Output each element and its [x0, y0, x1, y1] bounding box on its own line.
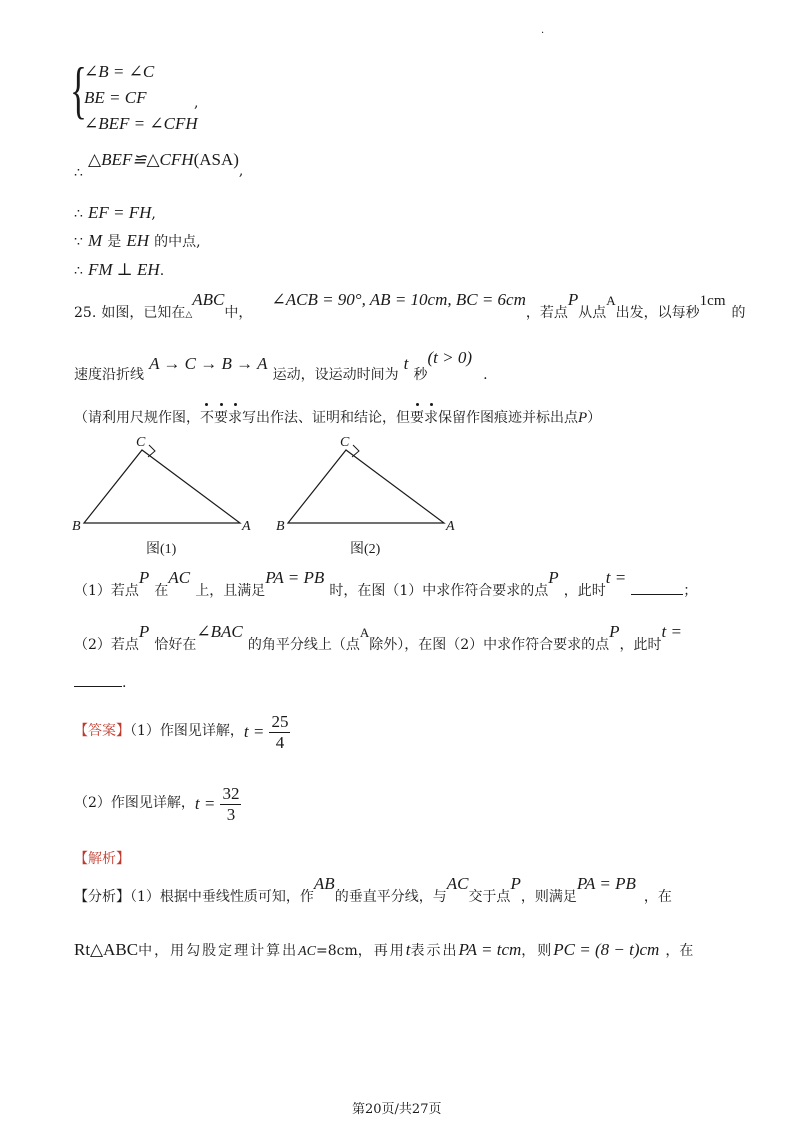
note-text: 保留作图痕迹并标出点: [438, 410, 578, 426]
analysis-text: 的垂直平分线，与: [334, 889, 447, 905]
analysis-text: ，则: [521, 943, 554, 959]
emphasis-dot: [220, 403, 223, 406]
point-m: M: [88, 231, 103, 250]
analysis-text: 交于点: [468, 889, 511, 905]
system-line-1: ∠B = ∠C: [84, 62, 155, 81]
question-25-line-2: [74, 348, 488, 383]
numerator: 32: [222, 784, 240, 803]
system-line-3: ∠BEF = ∠CFH: [84, 114, 198, 133]
triangle-outline: [84, 450, 240, 523]
therefore-symbol: ∴: [74, 263, 83, 279]
part-text: ，此时: [563, 583, 606, 599]
time-variable: t: [405, 940, 411, 959]
part-text: .: [122, 675, 127, 691]
denominator: 4: [275, 733, 285, 752]
question-text: ，若点: [525, 305, 568, 321]
page-footer: 第20页/共27页: [352, 1102, 442, 1117]
pa-equals-pb: PA = PB: [576, 874, 636, 893]
part-text: 上，且满足: [195, 583, 266, 599]
part-text: 在: [154, 583, 169, 599]
note-emphasis-text: 不要求: [200, 410, 242, 426]
part-text: ；: [683, 583, 698, 599]
analysis-text: =8cm: [315, 943, 358, 959]
vertex-b-label: B: [72, 519, 81, 534]
note-text: （请利用尺规作图，: [74, 410, 200, 426]
part-text: 时，在图（1）中求作符合要求的点: [329, 583, 549, 599]
given-conditions: ∠ACB = 90°, AB = 10cm, BC = 6cm: [271, 290, 526, 309]
vertex-b-label: B: [276, 519, 285, 534]
denominator: 3: [226, 805, 236, 824]
question-text: 从点: [578, 305, 607, 321]
analysis-text: ，在: [643, 889, 672, 905]
point-p: P: [609, 622, 620, 641]
therefore-symbol: ∴: [74, 206, 83, 222]
system-comma: ,: [194, 95, 199, 111]
emphasis-dot: [205, 403, 208, 406]
analysis-text: 表示出: [410, 943, 459, 959]
question-text: 运动，设运动时间为: [272, 367, 399, 383]
vertex-a-label: A: [242, 519, 251, 534]
emphasis-dot: [430, 403, 433, 406]
proof-line-congruent: [74, 150, 244, 181]
analysis-line-1: [74, 874, 672, 905]
point-p: P: [138, 568, 150, 587]
pc-expression: PC = (8 − t)cm: [553, 940, 660, 959]
vertex-c-label: C: [136, 435, 146, 450]
answer-label: 【答案】: [74, 723, 130, 739]
segment-ab: AB: [313, 874, 335, 893]
triangle-outline: [288, 450, 444, 523]
question-text: 中，: [224, 305, 253, 321]
answer-text: （2）作图见详解，: [74, 795, 195, 811]
part-text: （1）若点: [74, 583, 139, 599]
question-number: 25.: [74, 305, 97, 321]
pa-equals-pb: PA = PB: [265, 568, 325, 587]
because-symbol: ∵: [74, 234, 83, 250]
point-a: A: [359, 625, 370, 640]
fraction-32-3: [220, 784, 241, 825]
vertex-a-label: A: [446, 519, 455, 534]
is-text: 是: [107, 234, 122, 250]
question-text: 如图，已知在: [101, 305, 186, 321]
question-text: .: [483, 367, 488, 383]
emphasis-dot: [416, 403, 419, 406]
part-text: （2）若点: [74, 637, 139, 653]
part-text: ，此时: [619, 637, 662, 653]
t-equals: t =: [661, 622, 682, 641]
numerator: 25: [271, 712, 289, 731]
analysis-label: 【解析】: [74, 851, 130, 867]
proof-comma: ,: [238, 163, 244, 179]
note-text: 写出作法、证明和结论，但: [242, 410, 410, 426]
part-text: 的角平分线上（点: [247, 637, 360, 653]
therefore-symbol: ∴: [74, 165, 83, 181]
angle-bac: ∠BAC: [196, 622, 243, 641]
analysis-text: ，再用: [357, 943, 406, 959]
point-p: P: [138, 622, 150, 641]
t-equals: t =: [605, 568, 627, 587]
answer-line-1: [74, 712, 290, 753]
question-text: 速度沿折线: [74, 367, 144, 383]
answer-blank-2[interactable]: [74, 686, 122, 687]
proof-line-midpoint: [74, 231, 201, 251]
note-text: ）: [587, 410, 602, 426]
triangle-abc: ABC: [192, 290, 225, 309]
part-1-question: [74, 568, 698, 599]
pa-equals-tcm: PA = tcm: [458, 940, 522, 959]
point-p: P: [567, 290, 579, 309]
answer-text: （1）作图见详解，: [130, 723, 244, 739]
point-p: P: [578, 410, 588, 426]
ef-equals-fh: EF = FH: [88, 203, 152, 222]
figure-1-triangle: [72, 435, 251, 557]
segment-ac: AC: [298, 944, 316, 959]
analysis-text: ，则满足: [520, 889, 577, 905]
construction-note: [74, 407, 601, 427]
point-p: P: [510, 874, 521, 893]
segment-ac: AC: [168, 568, 191, 587]
segment-ac: AC: [446, 874, 469, 893]
t-equals: t =: [194, 794, 216, 813]
proof-comma: ,: [151, 206, 156, 222]
left-brace: {: [70, 54, 87, 125]
answer-line-2: [74, 784, 241, 825]
part-2-question: [74, 622, 682, 653]
analysis-line-2: [74, 940, 693, 960]
congruence-expression: △BEF≌△CFH: [88, 150, 194, 169]
proof-line-ef-fh: [74, 203, 156, 223]
part-2-answer-line: [74, 672, 126, 691]
figure-1-caption: 图(1): [146, 542, 177, 557]
time-condition: (t > 0): [427, 348, 473, 367]
part-text: 除外），在图（2）中求作符合要求的点: [369, 637, 610, 653]
answer-blank-1[interactable]: [631, 594, 683, 595]
time-variable: t: [403, 354, 409, 373]
analysis-text: （1）根据中垂线性质可知，作: [130, 889, 314, 905]
note-emphasis-required: [410, 410, 438, 426]
segment-eh: EH: [126, 231, 150, 250]
question-text: 的: [731, 305, 746, 321]
right-triangle-abc: Rt△ABC: [74, 940, 139, 959]
midpoint-text: 的中点,: [154, 234, 201, 250]
fm-perp-eh: FM ⊥ EH: [88, 260, 160, 279]
figure-2-caption: 图(2): [350, 542, 381, 557]
top-dot-mark: ·: [541, 28, 545, 39]
path-expression: A → C → B → A: [149, 354, 268, 373]
figures-svg: [60, 430, 480, 570]
question-text: 秒: [413, 367, 428, 383]
proof-line-perpendicular: [74, 260, 164, 280]
fraction-25-4: [269, 712, 290, 753]
note-emphasis-text: 要求: [410, 410, 438, 426]
small-triangle-symbol: △: [185, 310, 193, 320]
analysis-text: ，在: [665, 943, 694, 959]
question-25-line-1: [74, 290, 746, 321]
analysis-heading: 【分析】: [74, 889, 130, 905]
emphasis-dot: [234, 403, 237, 406]
proof-period: .: [159, 263, 165, 279]
question-text: 出发，以每秒: [615, 305, 700, 321]
speed-value: 1cm: [699, 293, 726, 309]
note-emphasis-not-required: [200, 410, 242, 426]
congruence-reason: (ASA): [193, 150, 239, 169]
point-a: A: [606, 293, 616, 308]
analysis-text: 中，用勾股定理计算出: [138, 943, 299, 959]
point-p: P: [548, 568, 559, 587]
figure-2-triangle: [276, 435, 455, 557]
t-equals: t =: [243, 722, 265, 741]
part-text: 恰好在: [154, 637, 197, 653]
vertex-c-label: C: [340, 435, 350, 450]
system-line-2: BE = CF: [84, 88, 147, 107]
